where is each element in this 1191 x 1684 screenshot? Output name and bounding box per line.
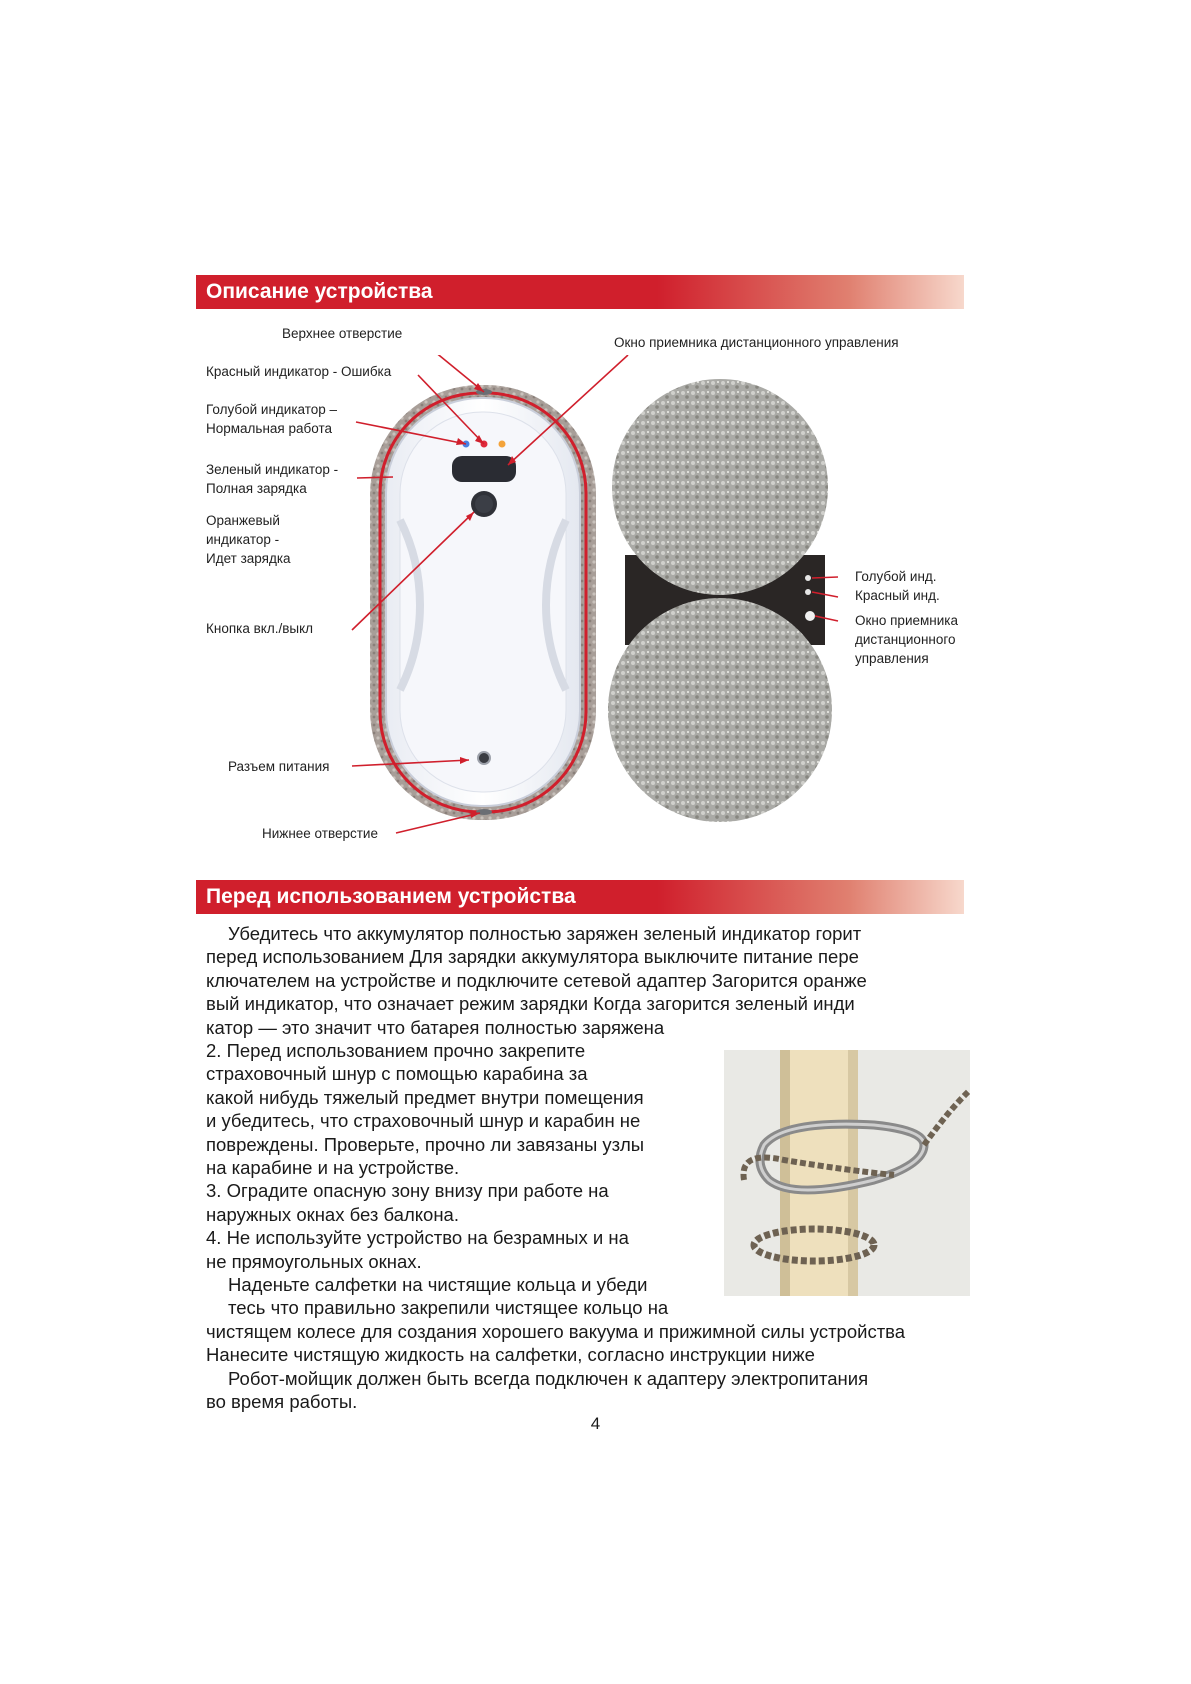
label-bottom-hole: Нижнее отверстие [262,826,378,841]
text-line: не прямоугольных окнах. [206,1250,422,1272]
label-red-indicator: Красный индикатор - Ошибка [206,364,392,379]
label-orange-1: Оранжевый [206,513,280,528]
back-pad-bottom [608,598,832,822]
text-line: Наденьте салфетки на чистящие кольца и убеди [228,1273,648,1295]
text-line: наружных окнах без балкона. [206,1203,459,1225]
back-pad-top [612,379,828,595]
text-line: повреждены. Проверьте, прочно ли завязаны узлы [206,1133,645,1155]
label-orange-2: индикатор - [206,532,280,547]
page-number: 4 [590,1414,601,1433]
text-line: тесь что правильно закрепили чистящее кольцо на [228,1297,669,1319]
label-power-button: Кнопка вкл./выкл [206,621,314,636]
paragraph-charging [206,922,867,1039]
text-line: во время работы. [206,1391,358,1413]
section-title: Перед использованием устройства [206,885,576,908]
label-blue-indicator-2: Нормальная работа [206,421,332,436]
label-orange-3: Идет зарядка [206,551,291,566]
label-remote-2: дистанционного [855,632,956,647]
robot-front-illustration [0,355,1191,915]
label-blue-indicator-1: Голубой индикатор – [206,402,338,417]
label-remote-1: Окно приемника [855,613,958,628]
section-header-device-description [196,275,964,309]
orange-indicator-light [499,441,506,448]
text-line: Нанесите чистящую жидкость на салфетки, согласно инструкции ниже [206,1344,815,1366]
text-line: какой нибудь тяжелый предмет внутри помещения [206,1086,644,1108]
label-top-hole: Верхнее отверстие [282,326,403,341]
label-blue-short: Голубой инд. [855,569,937,584]
remote-receiver-window [452,456,516,482]
text-line: 3. Оградите опасную зону внизу при работе на [206,1180,609,1202]
label-red-short: Красный инд. [855,588,940,603]
text-line: перед использованием Для зарядки аккумулятора выключите питание пере [206,946,859,968]
text-line: чистящем колесе для создания хорошего вакуума и прижимной силы устройства [206,1321,906,1342]
paragraph-final [206,1320,905,1414]
label-power-socket: Разъем питания [228,759,330,774]
text-line: и убедитесь, что страховочный шнур и карабин не [206,1110,641,1132]
text-line: 4. Не используйте устройство на безрамных и на [206,1227,629,1249]
text-line: вый индикатор, что означает режим зарядки Когда загорится зеленый инди [206,993,855,1015]
section-title: Описание устройства [206,280,433,303]
label-green-indicator-2: Полная зарядка [206,481,307,496]
label-remote-3: управления [855,651,929,666]
carabiner-photo [724,1050,970,1296]
text-line: катор — это значит что батарея полностью заряжена [206,1016,665,1038]
power-socket [478,752,490,764]
text-line: страховочный шнур с помощью карабина за [206,1063,588,1085]
section-header-before-use [196,880,964,914]
text-line: 2. Перед использованием прочно закрепите [206,1040,586,1061]
text-line: Убедитесь что аккумулятор полностью заряжен зеленый индикатор горит [228,923,862,944]
text-line: ключателем на устройстве и подключите сетевой адаптер Загорится оранже [206,969,867,991]
text-line: Робот-мойщик должен быть всегда подключен к адаптеру электропитания [228,1367,869,1389]
label-remote-window: Окно приемника дистанционного управления [614,335,899,350]
label-green-indicator-1: Зеленый индикатор - [206,462,339,477]
text-line: на карабине и на устройстве. [206,1156,460,1178]
paragraph-safety [206,1039,668,1320]
